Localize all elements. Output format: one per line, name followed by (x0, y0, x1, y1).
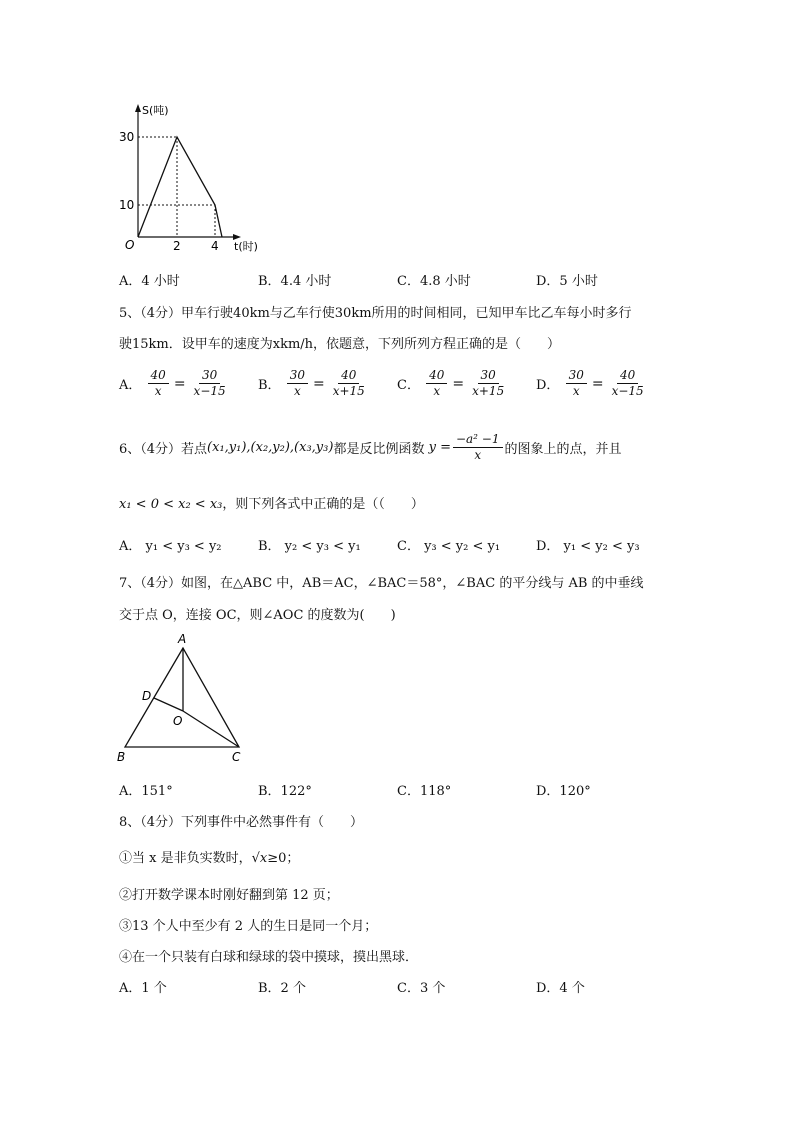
q8-item1 (119, 847, 299, 866)
q6-line1 (119, 432, 622, 463)
q6-inequality: x₁ < 0 < x₂ < x₃ (119, 497, 223, 512)
equals-sign: = (591, 375, 604, 392)
y-axis-arrow (135, 104, 141, 112)
q6-option-b: B． y₂ < y₃ < y₁ (258, 539, 361, 554)
q7-triangle-figure (112, 628, 252, 768)
x-tick-2: 2 (173, 239, 181, 253)
q5-line1: 5、（4分）甲车行驶40km与乙车行使30km所用的时间相同，已知甲车比乙车每小时多行 (119, 306, 632, 321)
q7-option-c: C．118° (397, 784, 452, 799)
q6-prefix: 6、（4分）若点 (119, 442, 208, 457)
denominator: x−15 (611, 384, 644, 398)
denominator: x (474, 448, 482, 462)
q7-line1: 7、（4分）如图，在△ABC 中，AB＝AC，∠BAC＝58°，∠BAC 的平分线与 AB 的中垂线 (119, 576, 644, 591)
equals-sign: = (173, 375, 186, 392)
q6-option-c: C． y₃ < y₂ < y₁ (397, 539, 501, 554)
q7-line2: 交于点 O，连接 OC，则∠AOC 的度数为( ) (119, 608, 396, 623)
q8-item1-end: ≥0； (267, 851, 300, 866)
numerator: 30 (478, 368, 499, 384)
numerator: 40 (617, 368, 638, 384)
q8-option-b: B．2 个 (258, 981, 306, 996)
denominator: x (293, 384, 301, 398)
denominator: x+15 (472, 384, 505, 398)
numerator: 30 (199, 368, 220, 384)
fraction (609, 368, 647, 399)
q5-option-c (397, 368, 509, 399)
y-tick-30: 30 (119, 130, 135, 144)
segment-oc (183, 711, 239, 747)
y-tick-10: 10 (119, 198, 135, 212)
q8-option-c: C．3 个 (397, 981, 446, 996)
q5-option-a (119, 368, 231, 399)
numerator: 40 (338, 368, 359, 384)
q4-option-a: A．4 小时 (119, 274, 180, 289)
q7-option-d: D．120° (536, 784, 591, 799)
function-lhs: y = (428, 440, 451, 455)
q6-line2 (119, 493, 424, 512)
numerator: 30 (287, 368, 308, 384)
equals-sign: = (452, 375, 465, 392)
numerator: 40 (426, 368, 447, 384)
denominator: x+15 (332, 384, 365, 398)
q4-option-d: D．5 小时 (536, 274, 598, 289)
label-d: D (142, 689, 152, 703)
equals-sign: = (312, 375, 325, 392)
q4-graph (110, 100, 270, 260)
x-tick-4: 4 (211, 239, 219, 253)
origin-label: O (125, 238, 135, 252)
fraction (469, 368, 507, 399)
fraction (426, 368, 447, 399)
option-letter: B． (258, 378, 281, 393)
x-axis-label: t(时) (234, 240, 258, 253)
fraction (566, 368, 587, 399)
q5-line2: 驶15km．设甲车的速度为xkm/h，依题意，下列所列方程正确的是（ ） (119, 337, 561, 352)
denominator: x (154, 384, 162, 398)
q8-item1-text: ①当 x 是非负实数时， (119, 851, 252, 866)
denominator: x (433, 384, 441, 398)
label-b: B (117, 750, 126, 764)
q6-option-a: A． y₁ < y₃ < y₂ (119, 539, 222, 554)
q6-text-end: 的图象上的点，并且 (504, 442, 622, 457)
q8-item3: ③13 个人中至少有 2 人的生日是同一个月； (119, 919, 378, 934)
q8-item2: ②打开数学课本时刚好翻到第 12 页； (119, 888, 339, 903)
q6-option-d: D． y₁ < y₂ < y₃ (536, 539, 640, 554)
q7-option-a: A．151° (119, 784, 173, 799)
label-a: A (178, 632, 187, 646)
q6-points: (x₁,y₁),(x₂,y₂),(x₃,y₃) (207, 440, 334, 455)
q8-option-a: A．1 个 (119, 981, 167, 996)
function-fraction (453, 432, 503, 463)
graph-line (138, 137, 222, 237)
q6-text: 都是反比例函数 (333, 442, 425, 457)
denominator: x (572, 384, 580, 398)
label-o: O (173, 714, 183, 728)
fraction (148, 368, 169, 399)
q4-option-c: C．4.8 小时 (397, 274, 471, 289)
q8-line1: 8、（4分）下列事件中必然事件有（ ） (119, 815, 364, 830)
q5-option-d (536, 368, 649, 399)
option-letter: C． (397, 378, 420, 393)
label-c: C (232, 750, 241, 764)
denominator: x−15 (193, 384, 226, 398)
numerator: 40 (148, 368, 169, 384)
q6-question: ，则下列各式中正确的是（（ ） (222, 497, 424, 512)
q4-option-b: B．4.4 小时 (258, 274, 332, 289)
q7-option-b: B．122° (258, 784, 312, 799)
fraction (191, 368, 229, 399)
option-letter: A． (119, 378, 142, 393)
numerator: −a² −1 (453, 432, 503, 448)
q5-option-b (258, 368, 370, 399)
y-axis-label: S(吨) (142, 104, 169, 117)
option-letter: D． (536, 378, 560, 393)
numerator: 30 (566, 368, 587, 384)
fraction (330, 368, 368, 399)
fraction (287, 368, 308, 399)
perpendicular-do (154, 698, 183, 711)
q8-item4: ④在一个只装有白球和绿球的袋中摸球，摸出黑球． (119, 950, 419, 965)
sqrt-x: √x (251, 851, 268, 866)
q8-option-d: D．4 个 (536, 981, 585, 996)
